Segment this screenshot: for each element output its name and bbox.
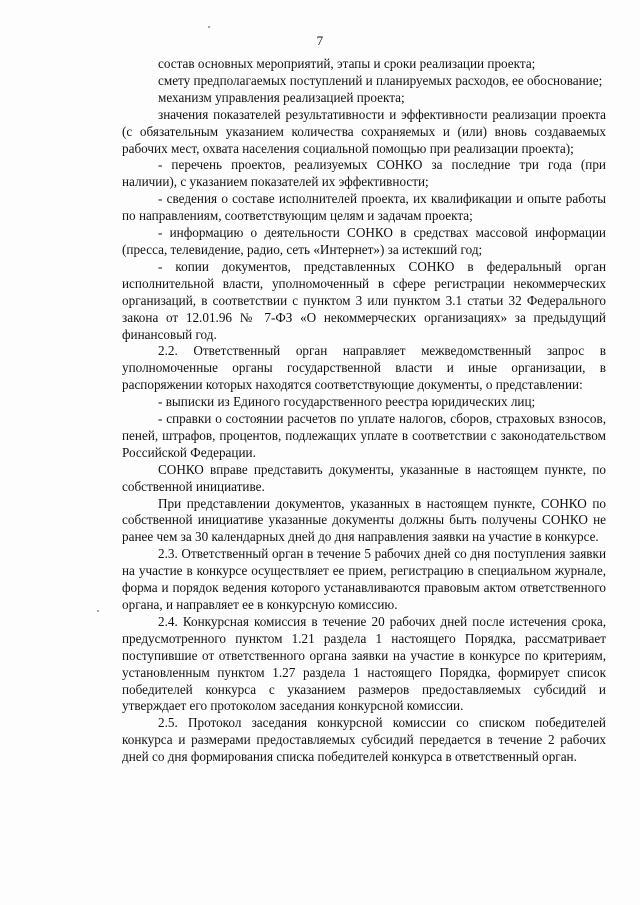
scan-speck xyxy=(97,610,99,612)
paragraph: - перечень проектов, реализуемых СОНКО за последние три года (при наличии), с указанием показателей их эффективности; xyxy=(122,157,606,190)
paragraph: - сведения о составе исполнителей проекта, их квалификации и опыте работы по направлениям, соответствующим целям и задачам проекта; xyxy=(122,191,606,224)
paragraph: - справки о состоянии расчетов по уплате налогов, сборов, страховых взносов, пеней, штрафов, процентов, подлежащих уплате в соответствии с законодательством Российской Федерации. xyxy=(122,411,606,460)
paragraph: - копии документов, представленных СОНКО в федеральный орган исполнительной власти, уполномоченный в сфере регистрации некоммерческих организаций, в соответствии с пунктом 3 или пунктом 3.1 статьи 32 Федерального закона от 12.01.96 № 7-ФЗ «О некоммерческих организациях» за предыдущий финансовый год. xyxy=(122,258,606,342)
paragraph: - выписки из Единого государственного реестра юридических лиц; xyxy=(158,394,536,410)
paragraph: 2.4. Конкурсная комиссия в течение 20 рабочих дней после истечения срока, предусмотренного пунктом 1.21 раздела 1 настоящего Порядка, рассматривает поступившие от ответственного органа заявки на участие в конкурсе по критериям, установленным пунктом 1.27 раздела 1 настоящего Порядка, формирует список победителей конкурса с указанием размеров предоставляемых субсидий и утверждает его протоколом заседания конкурсной комиссии. xyxy=(122,613,606,714)
paragraph: При представлении документов, указанных в настоящем пункте, СОНКО по собственной инициативе указанные документы должны быть получены СОНКО не ранее чем за 30 календарных дней до дня направления заявки на участие в конкурсе. xyxy=(122,495,606,545)
paragraph: СОНКО вправе представить документы, указанные в настоящем пункте, по собственной инициативе. xyxy=(122,461,606,494)
paragraph: 2.5. Протокол заседания конкурсной комиссии со списком победителей конкурса и размерами предоставляемых субсидий передается в течение 2 рабочих дней со дня формирования списка победителей конкурса в ответственный орган. xyxy=(122,715,606,765)
page-number: 7 xyxy=(316,33,324,48)
document-body xyxy=(122,56,606,766)
paragraph: 2.2. Ответственный орган направляет межведомственный запрос в уполномоченные органы государственной власти и иные организации, в распоряжении которых находятся соответствующие документы, о представлении: xyxy=(122,343,606,393)
paragraph: смету предполагаемых поступлений и планируемых расходов, ее обоснование; xyxy=(158,72,603,88)
paragraph: 2.3. Ответственный орган в течение 5 рабочих дней со дня поступления заявки на участие в конкурсе осуществляет ее прием, регистрацию в специальном журнале, форма и порядок ведения которого устанавливаются правовым актом ответственного органа, и направляет ее в конкурсную комиссию. xyxy=(122,546,606,612)
paragraph: состав основных мероприятий, этапы и сроки реализации проекта; xyxy=(158,56,536,71)
paragraph: механизм управления реализацией проекта; xyxy=(158,89,405,105)
paragraph: - информацию о деятельности СОНКО в средствах массовой информации (пресса, телевидение, радио, сеть «Интернет») за истекший год; xyxy=(122,225,606,257)
scan-speck xyxy=(208,26,210,28)
paragraph: значения показателей результативности и эффективности реализации проекта (с обязательным указанием количества сохраняемых и (или) вновь создаваемых рабочих мест, охвата населения социальной помощью при реализации проекта); xyxy=(122,106,606,156)
